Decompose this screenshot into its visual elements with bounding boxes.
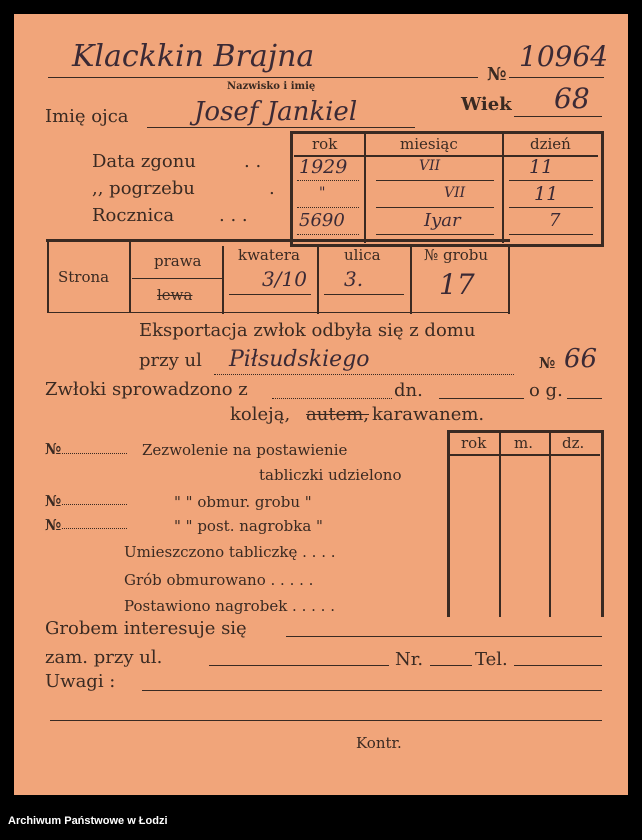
dots: . . xyxy=(244,151,262,172)
burial-date-label: ,, pogrzebu xyxy=(92,178,195,199)
placed-text: Umieszczono tabliczkę . . . . xyxy=(124,543,336,561)
record-number: 10964 xyxy=(519,40,609,73)
age-value: 68 xyxy=(554,82,590,115)
export-text: Eksportacja zwłok odbyła się z domu xyxy=(139,320,476,341)
row-value: 3. xyxy=(344,267,364,291)
burial-year: " xyxy=(319,185,326,201)
permit-text: Zezwolenie na postawienie xyxy=(142,441,348,459)
transport-car: autem, xyxy=(306,404,369,425)
header-rok: rok xyxy=(461,434,487,452)
quarter-label: kwatera xyxy=(238,246,300,264)
street-label: przy ul xyxy=(139,350,202,371)
anniversary-day: 7 xyxy=(549,210,561,231)
permit-no: № xyxy=(45,492,62,510)
quarter-value: 3/10 xyxy=(262,267,307,291)
hour-label: o g. xyxy=(529,380,563,401)
name-label: Nazwisko i imię xyxy=(227,81,316,92)
row-label: ulica xyxy=(344,246,381,264)
anniversary-month: Iyar xyxy=(424,210,461,231)
dots: . . . xyxy=(219,205,248,226)
transport-hearse: karawanem. xyxy=(372,404,485,425)
street-value: Piłsudskiego xyxy=(229,347,370,372)
side-right: prawa xyxy=(154,252,202,270)
remarks-label: Uwagi : xyxy=(45,671,116,692)
father-name: Josef Jankiel xyxy=(194,97,358,127)
placed-text: Postawiono nagrobek . . . . . xyxy=(124,597,335,615)
transport-rail: koleją, xyxy=(230,404,291,425)
interested-label: Grobem interesuje się xyxy=(45,618,247,639)
age-label: Wiek xyxy=(461,94,512,115)
house-no-label: № xyxy=(539,354,556,372)
burial-record-card xyxy=(14,14,628,795)
death-month: VII xyxy=(419,158,441,174)
tel-label: Tel. xyxy=(475,649,508,670)
header-dz: dz. xyxy=(562,434,585,452)
burial-day: 11 xyxy=(534,183,559,205)
header-dzien: dzień xyxy=(530,135,571,153)
name-handwritten: Klackkin Brajna xyxy=(72,39,315,74)
permit-text: tabliczki udzielono xyxy=(259,466,402,484)
anniversary-label: Rocznica xyxy=(92,205,175,226)
anniversary-year: 5690 xyxy=(299,210,345,231)
header-miesiac: miesiąc xyxy=(400,135,458,153)
header-rok: rok xyxy=(312,135,338,153)
death-year: 1929 xyxy=(299,156,348,178)
number-label: № xyxy=(487,64,507,85)
burial-month: VII xyxy=(444,185,466,201)
permit-no: № xyxy=(45,516,62,534)
day-label: dn. xyxy=(394,380,423,401)
placed-text: Grób obmurowano . . . . . xyxy=(124,571,314,589)
death-day: 11 xyxy=(529,156,554,178)
address-label: zam. przy ul. xyxy=(45,647,163,668)
side-label: Strona xyxy=(58,268,110,286)
permit-no: № xyxy=(45,440,62,458)
permit-text: " " obmur. grobu " xyxy=(174,493,312,511)
house-no-value: 66 xyxy=(564,344,598,374)
permit-date-table xyxy=(447,430,604,617)
side-left: lewa xyxy=(157,286,193,304)
transport-from-label: Zwłoki sprowadzono z xyxy=(45,379,248,400)
grave-number-value: 17 xyxy=(439,268,475,301)
archive-footer: Archiwum Państwowe w Łodzi xyxy=(8,815,168,827)
father-label: Imię ojca xyxy=(45,106,129,127)
control-label: Kontr. xyxy=(356,734,402,752)
header-m: m. xyxy=(514,434,533,452)
dots: . xyxy=(269,178,275,199)
grave-number-label: № grobu xyxy=(424,246,489,264)
permit-text: " " post. nagrobka " xyxy=(174,517,323,535)
nr-label: Nr. xyxy=(395,649,424,670)
death-date-label: Data zgonu xyxy=(92,151,196,172)
